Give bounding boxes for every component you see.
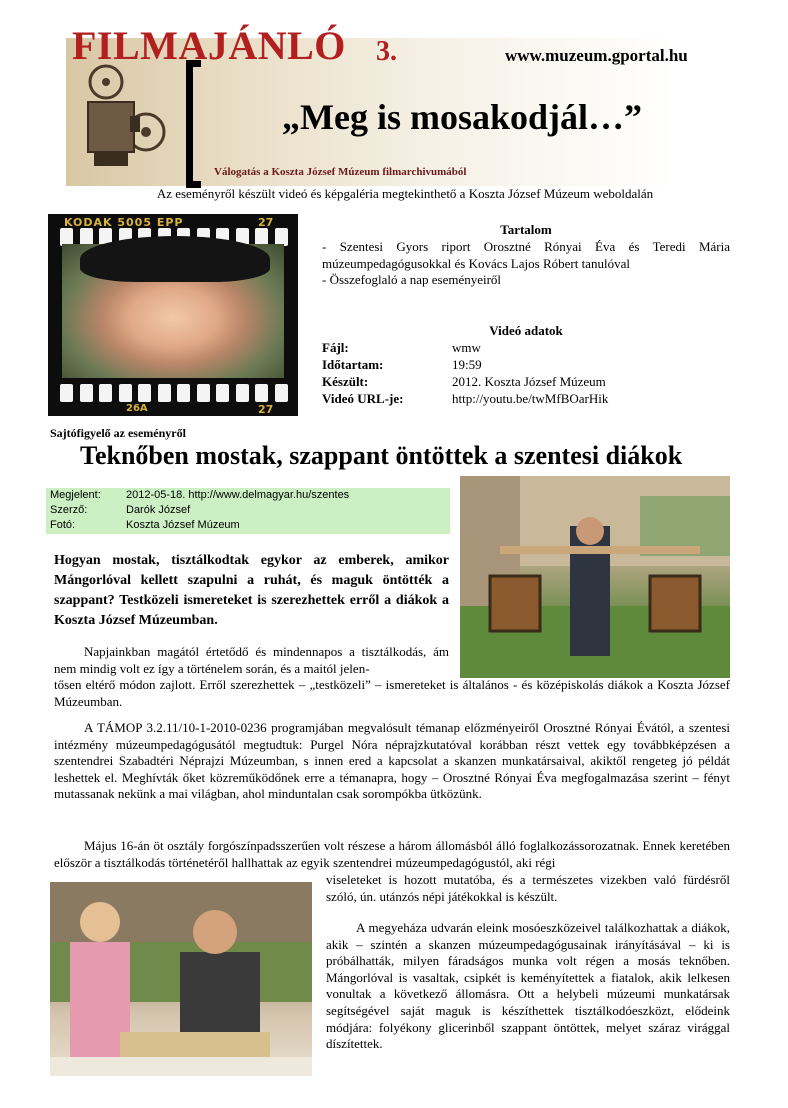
film-perforation	[60, 384, 73, 402]
meta-value: Darók József	[126, 504, 191, 516]
film-perforation	[236, 384, 249, 402]
video-data-heading: Videó adatok	[489, 323, 563, 338]
video-label: Videó URL-je:	[322, 391, 404, 406]
video-value: wmw	[452, 340, 481, 355]
header-title: FILMAJÁNLÓ	[72, 23, 346, 68]
header-subtitle: Válogatás a Koszta József Múzeum filmarchivumából	[214, 166, 467, 178]
video-label: Készült:	[322, 374, 369, 389]
film-perforation	[255, 384, 268, 402]
film-perforation	[80, 384, 93, 402]
video-value: 2012. Koszta József Múzeum	[452, 374, 606, 389]
meta-label: Szerző:	[50, 504, 88, 516]
article-meta-box	[46, 488, 450, 534]
film-perforation	[158, 384, 171, 402]
meta-label: Fotó:	[50, 519, 76, 531]
video-url-link[interactable]: http://youtu.be/twMfBOarHik	[452, 391, 609, 406]
film-perforation	[216, 384, 229, 402]
article-title: Teknőben mostak, szappant öntöttek a szentesi diákok	[80, 441, 683, 470]
video-value: 19:59	[452, 357, 482, 372]
film-frame-number-top: 27	[258, 216, 274, 229]
press-section-label: Sajtófigyelő az eseményről	[50, 426, 186, 440]
video-label: Fájl:	[322, 340, 349, 355]
students-carrying-buckets-photo	[460, 476, 730, 678]
film-perforation	[119, 384, 132, 402]
film-perforation	[99, 384, 112, 402]
film-frame-code: 26A	[126, 403, 148, 414]
article-lead: Hogyan mostak, tisztálkodtak egykor az emberek, amikor Mángorlóval kellett szapulni a ruhát, és maguk öntötték a szappant? Testközeli ismereteket is szerezhettek erről a diákok a Koszta József Múzeumban.	[54, 553, 449, 628]
film-frame-number-bottom: 27	[258, 403, 274, 416]
film-perforation	[138, 384, 151, 402]
paragraph-4: A megyeháza udvarán eleink mosóeszközeivel találkozhattak a diákok, akik – szintén a skanzen múzeumpedagógusainak irányításával – ki is próbálhatták, milyen fáradságos munka volt régen a mosás teknőben. Mángorlóval is vasaltak, csipkét is keményítettek a fiatalok, akik lelkesen vonultak a következő állomásra. Ott a helybeli múzeumi munkatársak segítségével saját maguk is készíthettek tisztálkodóeszközt, elődeink módjára: folyékony glicerinből szappant öntöttek, melyet száraz virággal díszítettek.	[326, 920, 730, 1052]
paragraph-2: A TÁMOP 3.2.11/10-1-2010-0236 programjában megvalósult témanap előzményeiről Orosztné Rónyai Évától, a szentesi intézmény múzeumpedagógusától megtudtuk: Purgel Nóra néprajzkutatóval korábban részt vettek egy továbbképzésen a szentendrei Szabadtéri Néprajzi Múzeumban, s innen ered a kapcsolat a skanzen munkatársaival, akiktől rengeteg jó példát leshettek el. Meghívták őket közreműködőnek erre a témanapra, hogy – Orosztné Rónyai Éva megfogalmazása szerint – fényt mutassanak nekünk a mai világban, ahol minduntalan csak sorompókba ütközünk.	[54, 720, 730, 802]
website-link[interactable]: www.muzeum.gportal.hu	[505, 46, 688, 65]
meta-value: 2012-05-18. http://www.delmagyar.hu/szentes	[126, 489, 350, 501]
header-bracket	[186, 60, 201, 188]
film-brand-label: KODAK 5005 EPP	[64, 216, 184, 229]
paragraph-1: Napjainkban magától értetődő és mindennapos a tisztálkodás, ám nem mindig volt ez így a történelem során, és a maitól jelen-	[54, 644, 449, 676]
film-perforation	[177, 384, 190, 402]
film-perforation	[275, 384, 288, 402]
contents-text: - Szentesi Gyors riport Orosztné Rónyai Éva és Teredi Mária múzeumpedagógusokkal és Kovács Lajos Róbert tanulóval - Összefoglaló a nap eseményeiről	[322, 239, 730, 287]
meta-label: Megjelent:	[50, 489, 101, 501]
intro-text: Az eseményről készült videó és képgaléria megtekinthető a Koszta József Múzeum weboldalán	[156, 186, 654, 201]
film-perforation	[197, 384, 210, 402]
boy-hat	[80, 236, 270, 282]
meta-value: Koszta József Múzeum	[126, 519, 240, 531]
video-label: Időtartam:	[322, 357, 384, 372]
paragraph-3-continued: viseleteket is hozott mutatóba, és a természetes vizekben való fürdésről szóló, ún. utánzós népi játékokkal is készült.	[326, 872, 730, 904]
issue-number: 3.	[376, 36, 397, 67]
girls-soapmaking-photo	[50, 882, 312, 1076]
film-projector-icon	[76, 62, 172, 172]
paragraph-1-continued: tősen eltérő módon zajlott. Erről szerezhettek – „testközeli” – ismereteket is általános - és középiskolás diákok a Koszta József Múzeumban.	[54, 677, 730, 709]
paragraph-3: Május 16-án öt osztály forgószínpadsszerűen volt részese a három állomásból álló foglalkozássorozatnak. Ennek keretében először a tisztálkodás történetéről hallhattak az egyik szentendrei múzeumpedagógustól, aki régi	[54, 838, 730, 870]
header-quote: „Meg is mosakodjál…”	[282, 97, 642, 137]
contents-heading: Tartalom	[500, 222, 552, 237]
